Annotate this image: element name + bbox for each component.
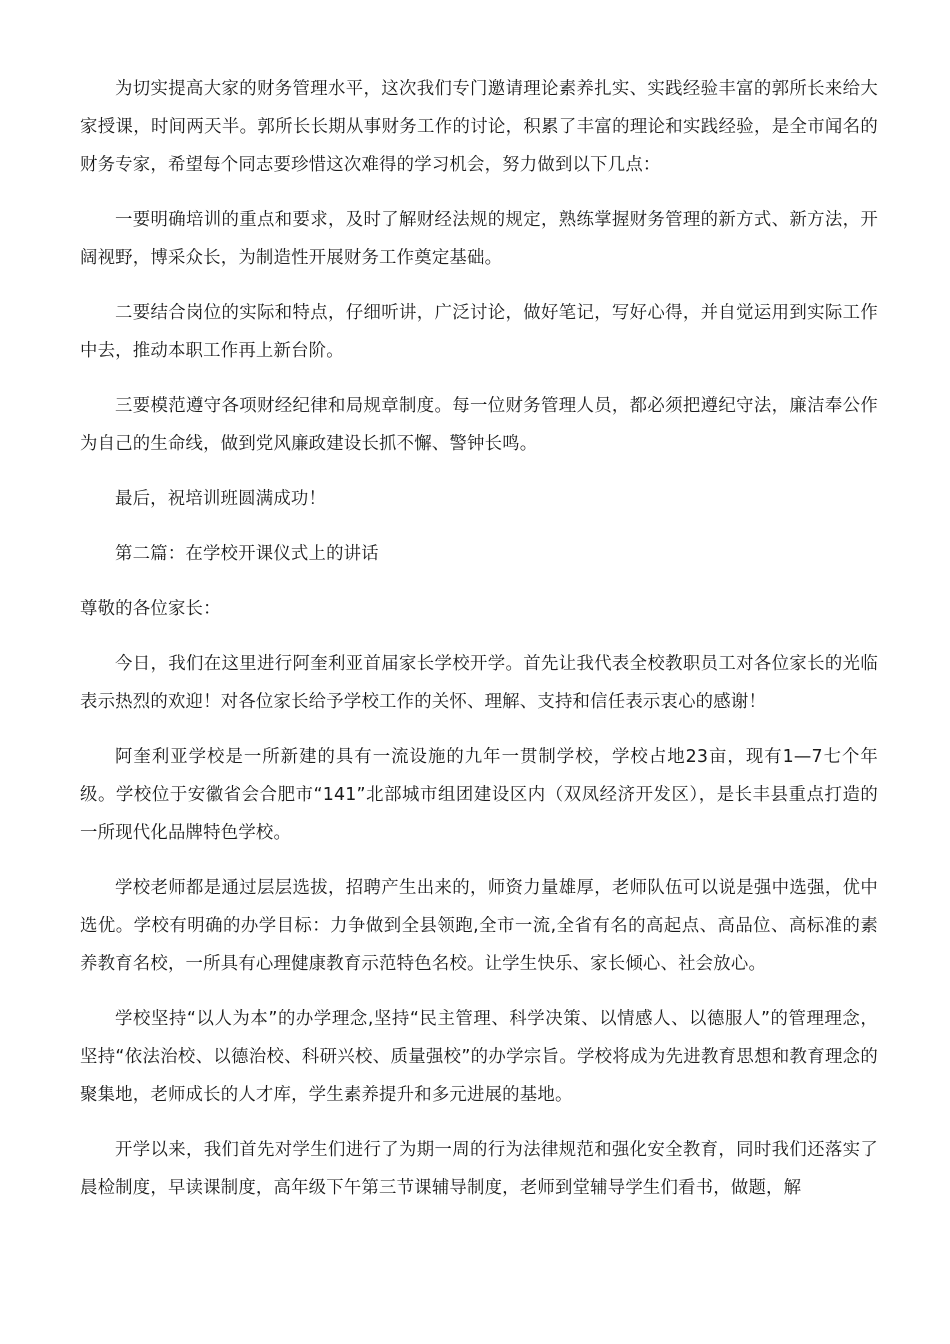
paragraph-since-opening: 开学以来，我们首先对学生们进行了为期一周的行为法律规范和强化安全教育，同时我们还落实了晨检制度，早读课制度，高年级下午第三节课辅导制度，老师到堂辅导学生们看书，做题，解: [80, 1140, 878, 1198]
section-heading: 第二篇：在学校开课仪式上的讲话: [115, 544, 379, 564]
salutation: 尊敬的各位家长：: [80, 599, 221, 619]
document-page: [80, 70, 878, 1224]
paragraph-point-two: 二要结合岗位的实际和特点，仔细听讲，广泛讨论，做好笔记，写好心得，并自觉运用到实际工作中去，推动本职工作再上新台阶。: [80, 303, 878, 361]
paragraph-point-three: 三要模范遵守各项财经纪律和局规章制度。每一位财务管理人员，都必须把遵纪守法，廉洁奉公作为自己的生命线，做到党风廉政建设长抓不懈、警钟长鸣。: [80, 396, 878, 454]
paragraph-intro: 为切实提高大家的财务管理水平，这次我们专门邀请理论素养扎实、实践经验丰富的郭所长来给大家授课，时间两天半。郭所长长期从事财务工作的讨论，积累了丰富的理论和实践经验，是全市闻名的财务专家，希望每个同志要珍惜这次难得的学习机会，努力做到以下几点：: [80, 79, 878, 175]
paragraph-teachers: 学校老师都是通过层层选拔，招聘产生出来的，师资力量雄厚，老师队伍可以说是强中选强，优中选优。学校有明确的办学目标：力争做到全县领跑,全市一流,全省有名的高起点、高品位、高标准的素养教育名校，一所具有心理健康教育示范特色名校。让学生快乐、家长倾心、社会放心。: [80, 878, 878, 974]
paragraph-philosophy: 学校坚持“以人为本”的办学理念,坚持“民主管理、科学决策、以情感人、以德服人”的管理理念，坚持“依法治校、以德治校、科研兴校、质量强校”的办学宗旨。学校将成为先进教育思想和教育理念的聚集地，老师成长的人才库，学生素养提升和多元进展的基地。: [80, 1009, 878, 1105]
paragraph-closing: 最后，祝培训班圆满成功！: [115, 489, 327, 509]
paragraph-school-intro: 阿奎利亚学校是一所新建的具有一流设施的九年一贯制学校，学校占地23亩，现有1—7七个年级。学校位于安徽省会合肥市“141”北部城市组团建设区内（双凤经济开发区），是长丰县重点打造的一所现代化品牌特色学校。: [80, 747, 878, 843]
paragraph-welcome: 今日，我们在这里进行阿奎利亚首届家长学校开学。首先让我代表全校教职员工对各位家长的光临表示热烈的欢迎！对各位家长给予学校工作的关怀、理解、支持和信任表示衷心的感谢！: [80, 654, 878, 712]
paragraph-point-one: 一要明确培训的重点和要求，及时了解财经法规的规定，熟练掌握财务管理的新方式、新方法，开阔视野，博采众长，为制造性开展财务工作奠定基础。: [80, 210, 878, 268]
